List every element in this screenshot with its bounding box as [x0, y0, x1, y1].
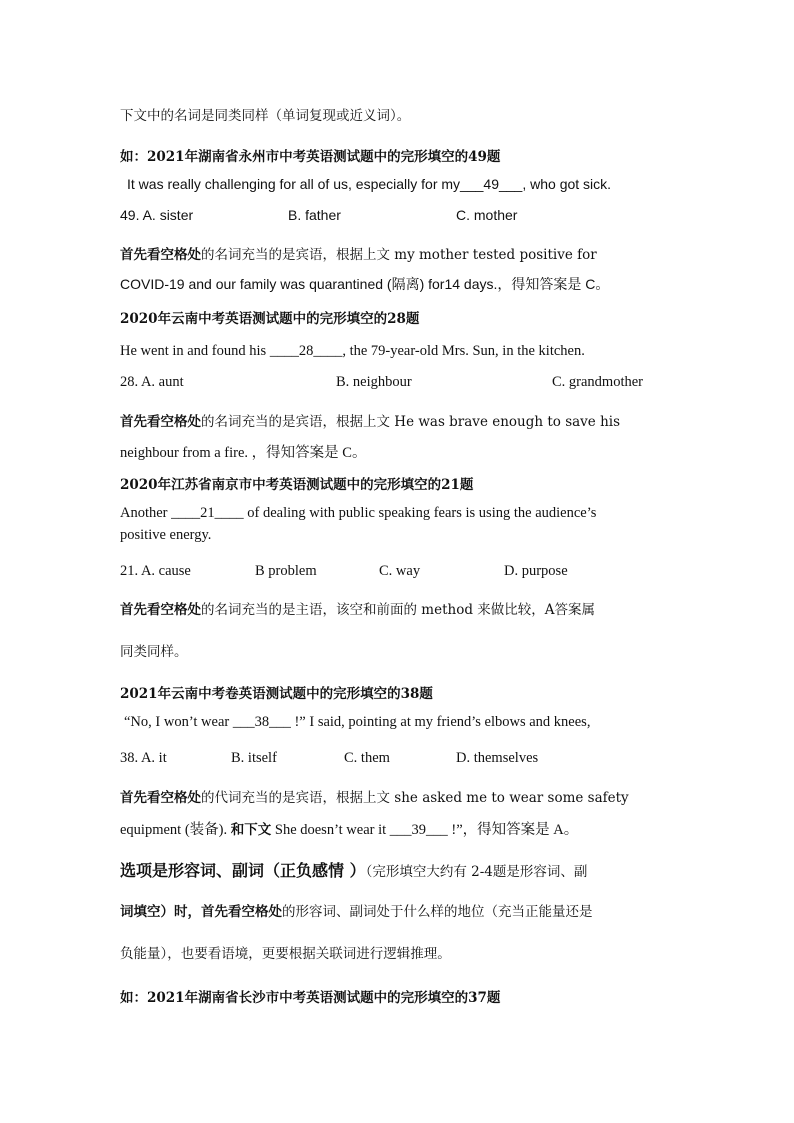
adjective-section-line2: [120, 900, 593, 920]
q21-option-c: C. way: [379, 563, 421, 579]
q21-option-d: D. purpose: [504, 563, 568, 579]
example-heading-21: 2020年江苏省南京市中考英语测试题中的完形填空的21题: [120, 477, 474, 493]
q49-post: , who got sick.: [522, 176, 612, 192]
explanation-38-line1: [120, 786, 629, 807]
e2-bold: 首先看空格处: [120, 414, 201, 430]
question-38-sentence: “No, I won’t wear ___38___ !” I said, pointing at my friend’s elbows and knees,: [124, 714, 591, 730]
explanation-21-line2: 同类同样。: [120, 644, 188, 660]
question-21-sentence: [120, 505, 596, 522]
example-heading-49: 如：2021年湖南省永州市中考英语测试题中的完形填空的49题: [120, 149, 501, 165]
q49-blank: ___49___: [460, 176, 523, 192]
e1-rest: 的名词充当的是宾语，根据上文 my mother tested positive for: [201, 247, 597, 263]
example-heading-37: 如：2021年湖南省长沙市中考英语测试题中的完形填空的37题: [120, 990, 501, 1006]
example-heading-28: 2020年云南中考英语测试题中的完形填空的28题: [120, 311, 420, 327]
q21-post: of dealing with public speaking fears is using the audience’s: [243, 505, 597, 521]
e4b-rest: She doesn’t wear it ___39___ !”，得知答案是 A。: [271, 822, 579, 838]
p1b-bold: 词填空）时，首先看空格处: [120, 904, 282, 920]
q21-option-a: 21. A. cause: [120, 563, 191, 579]
q49-pre: It was really challenging for all of us, especially for my: [127, 176, 461, 192]
q49-option-a: 49. A. sister: [120, 207, 194, 223]
explanation-49-line1: [120, 243, 597, 263]
example-heading-38: 2021年云南中考卷英语测试题中的完形填空的38题: [120, 686, 433, 702]
p1b-rest: 的形容词、副词处于什么样的地位（充当正能量还是: [282, 904, 593, 920]
e3-rest: 的名词充当的是主语，该空和前面的 method 来做比较，A答案属: [201, 602, 596, 618]
question-49-sentence: [127, 176, 611, 192]
q38-option-b: B. itself: [231, 750, 277, 766]
q38-option-c: C. them: [344, 750, 390, 766]
question-21-continuation: positive energy.: [120, 527, 212, 543]
q38-option-d: D. themselves: [456, 750, 539, 766]
explanation-21-line1: [120, 598, 595, 618]
e1-bold: 首先看空格处: [120, 247, 201, 263]
q21-option-b: B problem: [255, 563, 317, 579]
explanation-28-line1: [120, 410, 620, 431]
e4-rest: 的代词充当的是宾语，根据上文 she asked me to wear some safety: [201, 790, 629, 806]
explanation-38-line2: [120, 818, 578, 839]
p1a-bold: 选项是形容词、副词（正负感情 ）: [120, 861, 366, 880]
adjective-section-line1: [120, 858, 587, 881]
q28-pre: He went in and found his: [120, 343, 270, 359]
explanation-49-line2: COVID-19 and our family was quarantined (隔离) for14 days.，得知答案是 C。: [120, 276, 610, 292]
q49-option-c: C. mother: [456, 207, 518, 223]
q21-pre: Another: [120, 505, 172, 521]
p1a-rest: （完形填空大约有 2-4题是形容词、副: [365, 864, 588, 880]
q28-option-a: 28. A. aunt: [120, 374, 184, 390]
q38-option-a: 38. A. it: [120, 750, 167, 766]
intro-text: 下文中的名词是同类同样（单词复现或近义词）。: [120, 108, 411, 124]
q28-option-b: B. neighbour: [336, 374, 412, 390]
e4b-bold: 和下文: [230, 822, 272, 838]
q28-blank: ____28____: [269, 343, 343, 359]
q21-blank: ____21____: [171, 505, 244, 521]
question-28-sentence: [120, 343, 585, 360]
e3-bold: 首先看空格处: [120, 602, 201, 618]
q28-post: , the 79-year-old Mrs. Sun, in the kitchen.: [342, 343, 585, 359]
explanation-28-line2: neighbour from a fire. ，得知答案是 C。: [120, 445, 367, 461]
e4b-pre: equipment (装备).: [120, 822, 231, 838]
e4-bold: 首先看空格处: [120, 790, 201, 806]
q28-option-c: C. grandmother: [552, 374, 644, 390]
e2-rest: 的名词充当的是宾语，根据上文 He was brave enough to save his: [201, 414, 621, 430]
adjective-section-line3: 负能量），也要看语境，更要根据关联词进行逻辑推理。: [120, 946, 451, 962]
q49-option-b: B. father: [288, 207, 341, 223]
